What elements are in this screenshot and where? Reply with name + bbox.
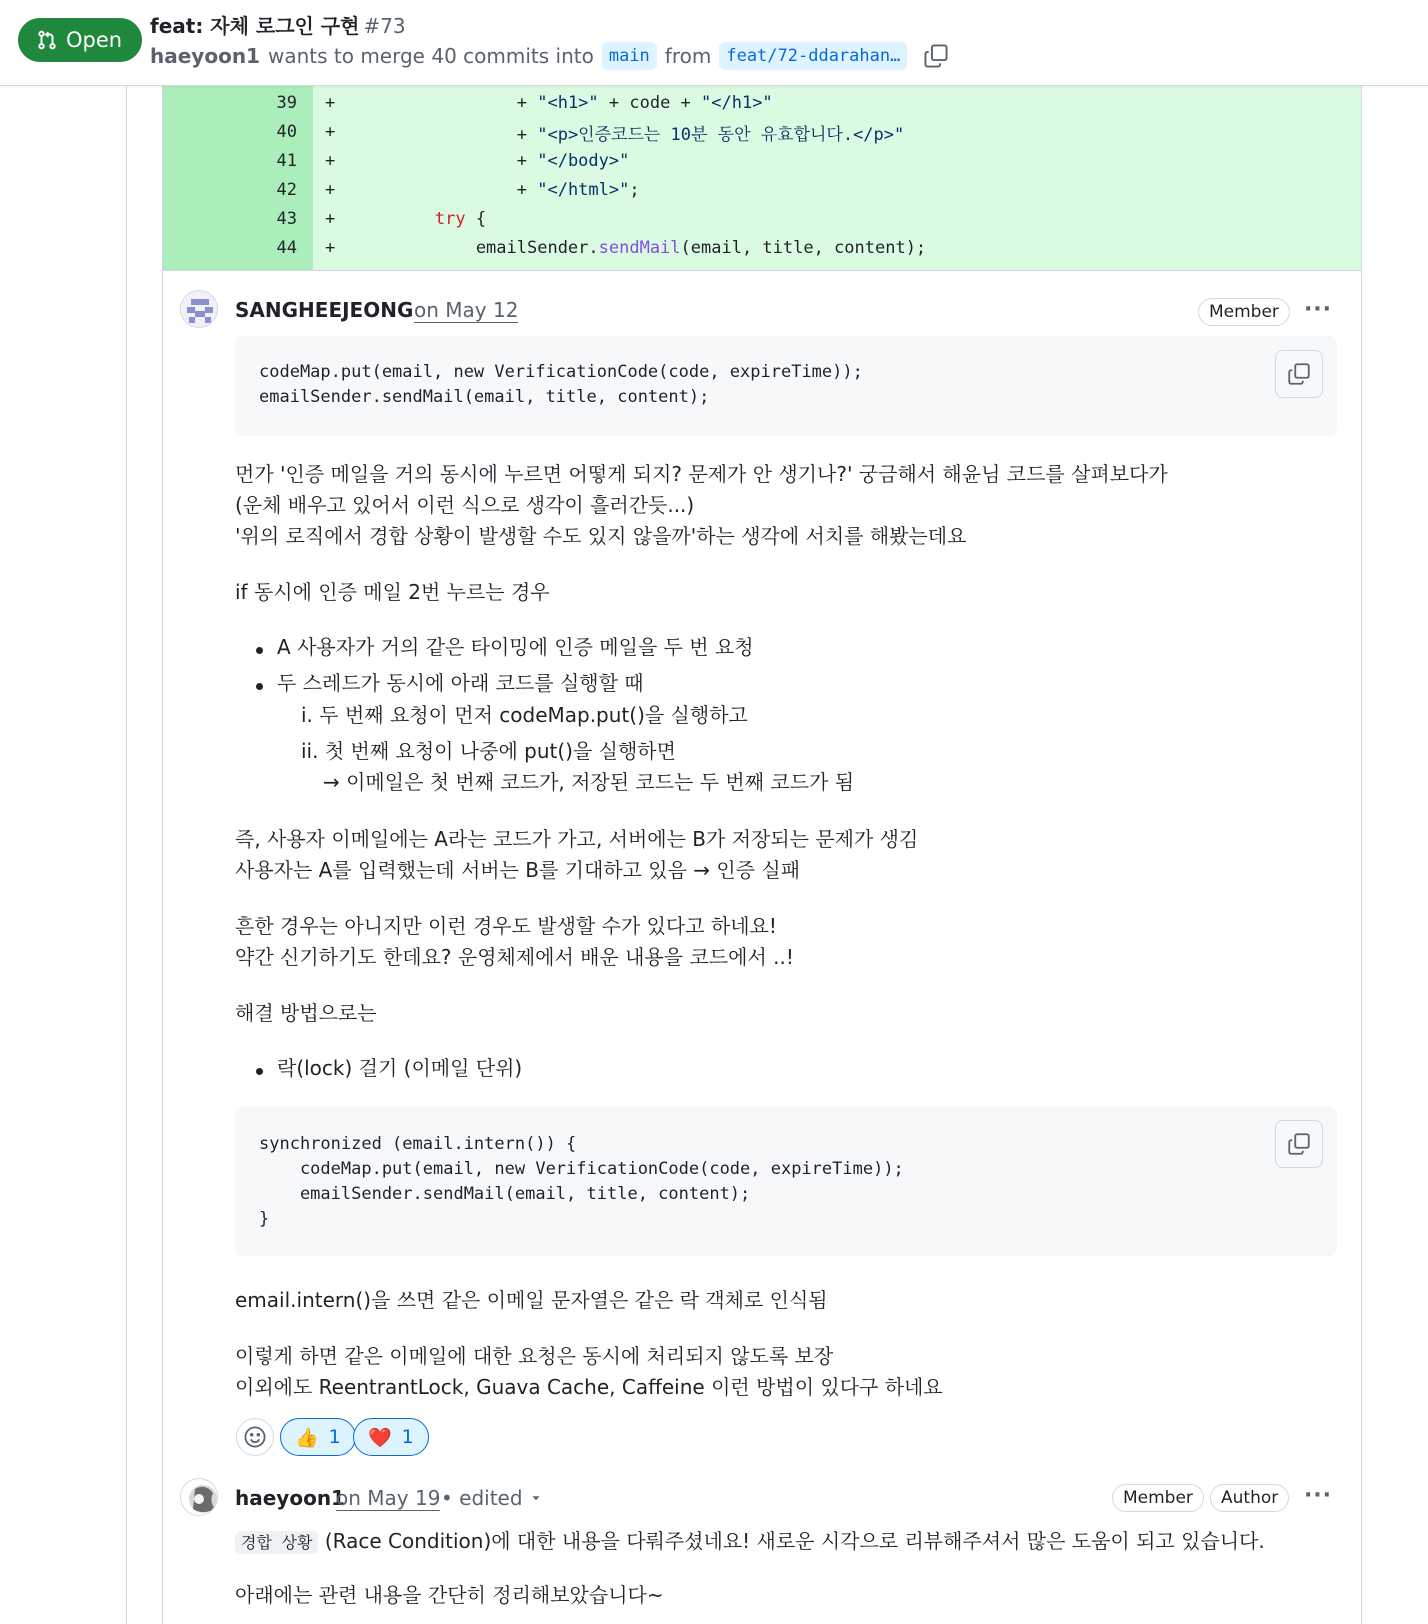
line-number[interactable]: 44: [276, 238, 297, 258]
reaction-count: 1: [401, 1426, 414, 1448]
base-branch[interactable]: main: [602, 42, 657, 70]
copy-icon[interactable]: [923, 43, 949, 69]
code-text: codeMap.put(email, new VerificationCode(code, expireTime)); emailSender.sendMail(email, title, content);: [259, 362, 863, 407]
diff-sign: +: [325, 209, 336, 229]
member-badge: Member: [1198, 298, 1290, 326]
heart-icon: ❤️: [368, 1426, 392, 1449]
diff-code: + "</html>";: [353, 180, 640, 200]
comment-timestamp[interactable]: on May 12: [414, 298, 519, 322]
author-badge: Author: [1210, 1484, 1289, 1512]
avatar[interactable]: [180, 290, 218, 328]
comment-text: if 동시에 인증 메일 2번 누르는 경우: [235, 580, 550, 604]
diff-line: [163, 175, 1361, 205]
comment-author[interactable]: SANGHEEJEONG: [235, 298, 414, 322]
sub-list-item: ii. 첫 번째 요청이 나중에 put()을 실행하면: [301, 739, 676, 763]
comment-text: 흔한 경우는 아니지만 이런 경우도 발생할 수가 있다고 하네요!: [235, 914, 777, 938]
head-branch[interactable]: feat/72-ddarahan…: [719, 42, 907, 70]
diff-line: [163, 233, 1361, 263]
list-item: A 사용자가 거의 같은 타이밍에 인증 메일을 두 번 요청: [277, 635, 754, 659]
member-badge: Member: [1112, 1484, 1204, 1512]
edited-label: • edited: [441, 1486, 523, 1510]
pr-state-label: Open: [66, 28, 123, 52]
pr-title-text: feat: 자체 로그인 구현: [150, 14, 360, 38]
sub-list-item: → 이메일은 첫 번째 코드가, 저장된 코드는 두 번째 코드가 됨: [323, 770, 855, 794]
line-number[interactable]: 40: [276, 122, 297, 142]
reaction-heart[interactable]: [353, 1418, 429, 1456]
diff-code: + "<h1>" + code + "</h1>": [353, 93, 773, 113]
line-number[interactable]: 41: [276, 151, 297, 171]
avatar[interactable]: [180, 1478, 218, 1516]
comment-text: 약간 신기하기도 한데요? 운영체제에서 배운 내용을 코드에서 ..!: [235, 945, 794, 969]
diff-sign: +: [325, 151, 336, 171]
timeline-rail: [126, 86, 127, 1624]
smiley-icon: [243, 1425, 267, 1449]
pr-meta: [150, 42, 949, 70]
line-number[interactable]: 42: [276, 180, 297, 200]
kebab-horizontal-icon[interactable]: ···: [1303, 297, 1333, 322]
thumbs-up-icon: 👍: [295, 1426, 319, 1449]
diff-sign: +: [325, 122, 336, 142]
code-block: [235, 336, 1337, 436]
line-number[interactable]: 43: [276, 209, 297, 229]
copy-code-button[interactable]: [1275, 1120, 1323, 1168]
comment-text: 해결 방법으로는: [235, 1001, 377, 1025]
comment-text: email.intern()을 쓰면 같은 이메일 문자열은 같은 락 객체로 인식됨: [235, 1288, 828, 1312]
diff-line: [163, 117, 1361, 147]
pr-title[interactable]: [150, 10, 406, 39]
line-number[interactable]: 39: [276, 93, 297, 113]
comment-text: 이렇게 하면 같은 이메일에 대한 요청은 동시에 처리되지 않도록 보장: [235, 1344, 834, 1368]
pr-sticky-header: [0, 0, 1428, 86]
diff-sign: +: [325, 180, 336, 200]
comment-text: '위의 로직에서 경합 상황이 발생할 수도 있지 않을까'하는 생각에 서치를 해봤는데요: [235, 524, 967, 548]
copy-icon: [1287, 362, 1311, 386]
bullet: [256, 647, 263, 654]
diff-hunk: [163, 86, 1361, 270]
bullet: [256, 683, 263, 690]
code-block: [235, 1106, 1337, 1256]
comment-text: 먼가 '인증 메일을 거의 동시에 누르면 어떻게 되지? 문제가 안 생기나?' 궁금해서 해윤님 코드를 살펴보다가: [235, 462, 1168, 486]
diff-line: [163, 204, 1361, 234]
comment-text: 아래에는 관련 내용을 간단히 정리해보았습니다~: [235, 1583, 664, 1607]
code-text: synchronized (email.intern()) { codeMap.put(email, new VerificationCode(code, expireTime)); emailSender.sendMail(email, title, content); }: [259, 1134, 904, 1229]
list-item: 락(lock) 걸기 (이메일 단위): [277, 1056, 523, 1080]
comment-text-rest: (Race Condition)에 대한 내용을 다뤄주셨네요! 새로운 시각으로 리뷰해주셔서 많은 도움이 되고 있습니다.: [324, 1529, 1265, 1553]
comment-text: (운체 배우고 있어서 이런 식으로 생각이 흘러간듯...): [235, 493, 695, 517]
comment-text: [235, 1526, 1265, 1558]
file-border-right: [1361, 86, 1362, 1624]
reaction-count: 1: [328, 1426, 341, 1448]
sub-list-item: i. 두 번째 요청이 먼저 codeMap.put()을 실행하고: [301, 703, 748, 727]
diff-code: emailSender.sendMail(email, title, content);: [353, 238, 927, 258]
reaction-thumbs-up[interactable]: [280, 1418, 356, 1456]
kebab-horizontal-icon[interactable]: ···: [1303, 1483, 1333, 1508]
diff-sign: +: [325, 93, 336, 113]
comment-text: 사용자는 A를 입력했는데 서버는 B를 기대하고 있음 → 인증 실패: [235, 858, 801, 882]
bullet: [256, 1068, 263, 1075]
diff-line: [163, 146, 1361, 176]
git-pull-request-icon: [36, 29, 58, 51]
list-item: 두 스레드가 동시에 아래 코드를 실행할 때: [277, 671, 644, 695]
triangle-down-icon: [529, 1491, 543, 1505]
diff-code: + "<p>인증코드는 10분 동안 유효합니다.</p>": [353, 124, 905, 145]
inline-code: 경합 상황: [235, 1531, 318, 1554]
pr-author-link[interactable]: haeyoon1: [150, 44, 260, 68]
comment-text: 즉, 사용자 이메일에는 A라는 코드가 가고, 서버에는 B가 저장되는 문제가 생김: [235, 827, 919, 851]
add-reaction-button[interactable]: [236, 1418, 274, 1456]
edited-dropdown[interactable]: [441, 1486, 543, 1510]
pr-from-text: from: [664, 44, 712, 68]
comment-text: 이외에도 ReentrantLock, Guava Cache, Caffeine 이런 방법이 있다구 하네요: [235, 1375, 943, 1399]
diff-code: try {: [434, 209, 487, 229]
diff-code: + "</body>": [353, 151, 630, 171]
pr-merge-text: wants to merge 40 commits into: [267, 44, 594, 68]
diff-sign: +: [325, 238, 336, 258]
comment-author[interactable]: haeyoon1: [235, 1486, 345, 1510]
copy-icon: [1287, 1132, 1311, 1156]
diff-line: [163, 88, 1361, 118]
copy-code-button[interactable]: [1275, 350, 1323, 398]
pr-number: #73: [363, 14, 406, 38]
pr-state-badge: [18, 18, 142, 62]
comment-timestamp[interactable]: on May 19: [336, 1486, 441, 1510]
